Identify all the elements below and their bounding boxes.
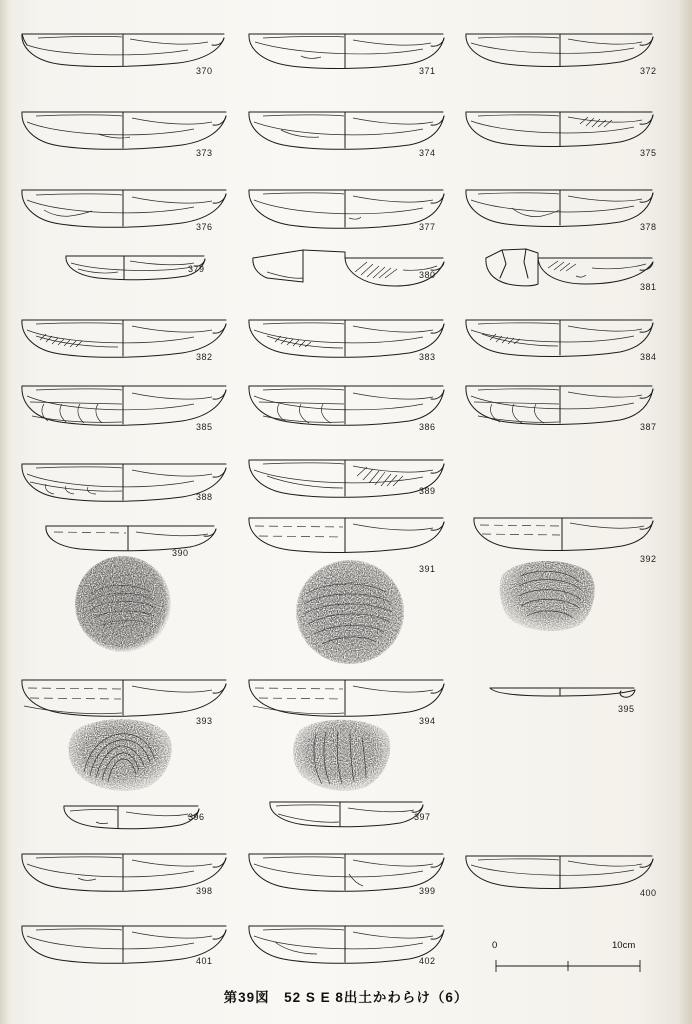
artifact-drawing-374 bbox=[245, 104, 450, 152]
rubbing-image-391 bbox=[288, 554, 412, 672]
artifact-drawing-375 bbox=[462, 104, 660, 150]
artifact-number: 382 bbox=[196, 352, 213, 362]
artifact-number: 375 bbox=[640, 148, 657, 158]
artifact-number: 388 bbox=[196, 492, 213, 502]
artifact-number: 400 bbox=[640, 888, 657, 898]
artifact-number: 386 bbox=[419, 422, 436, 432]
artifact-drawing-379 bbox=[58, 246, 208, 284]
artifact-number: 392 bbox=[640, 554, 657, 564]
artifact-number: 393 bbox=[196, 716, 213, 726]
artifact-drawing-397 bbox=[262, 794, 432, 830]
artifact-number: 402 bbox=[419, 956, 436, 966]
artifact-drawing-392 bbox=[470, 510, 660, 554]
page-edge-shadow-right bbox=[678, 0, 692, 1024]
figure-caption: 第39図 52 S E 8出土かわらけ（6） bbox=[223, 990, 469, 1005]
page-edge-shadow-left bbox=[0, 0, 10, 1024]
artifact-number: 394 bbox=[419, 716, 436, 726]
artifact-number: 373 bbox=[196, 148, 213, 158]
scale-left-label: 0 bbox=[492, 940, 498, 951]
artifact-drawing-373 bbox=[18, 104, 230, 152]
artifact-number: 376 bbox=[196, 222, 213, 232]
artifact-number: 389 bbox=[419, 486, 436, 496]
artifact-number: 378 bbox=[640, 222, 657, 232]
artifact-drawing-400 bbox=[462, 848, 660, 892]
artifact-drawing-370 bbox=[18, 26, 228, 70]
artifact-drawing-390 bbox=[40, 518, 220, 554]
artifact-number: 401 bbox=[196, 956, 213, 966]
artifact-number: 387 bbox=[640, 422, 657, 432]
artifact-number: 374 bbox=[419, 148, 436, 158]
artifact-drawing-391 bbox=[245, 510, 450, 554]
artifact-number: 390 bbox=[172, 548, 189, 558]
rubbing-image-390 bbox=[68, 550, 180, 660]
artifact-number: 372 bbox=[640, 66, 657, 76]
artifact-number: 398 bbox=[196, 886, 213, 896]
artifact-drawing-395 bbox=[484, 678, 644, 704]
artifact-number: 397 bbox=[414, 812, 431, 822]
artifact-drawing-384 bbox=[462, 312, 660, 360]
artifact-number: 380 bbox=[419, 270, 436, 280]
scale-bar bbox=[492, 940, 644, 982]
rubbing-image-393 bbox=[62, 712, 182, 796]
scale-right-label: 10cm bbox=[612, 940, 636, 951]
artifact-number: 396 bbox=[188, 812, 205, 822]
rubbing-image-392 bbox=[495, 556, 605, 638]
artifact-drawing-380 bbox=[245, 244, 450, 294]
artifact-number: 377 bbox=[419, 222, 436, 232]
artifact-number: 383 bbox=[419, 352, 436, 362]
artifact-number: 379 bbox=[188, 264, 205, 274]
artifact-drawing-396 bbox=[56, 798, 206, 832]
artifact-number: 395 bbox=[618, 704, 635, 714]
artifact-number: 371 bbox=[419, 66, 436, 76]
artifact-drawing-378 bbox=[462, 182, 660, 230]
artifact-number: 399 bbox=[419, 886, 436, 896]
artifact-number: 381 bbox=[640, 282, 657, 292]
artifact-number: 370 bbox=[196, 66, 213, 76]
rubbing-image-394 bbox=[286, 712, 402, 796]
artifact-drawing-372 bbox=[462, 26, 660, 70]
artifact-drawing-381 bbox=[480, 244, 660, 294]
artifact-drawing-387 bbox=[462, 378, 660, 430]
artifact-number: 385 bbox=[196, 422, 213, 432]
artifact-number: 391 bbox=[419, 564, 436, 574]
artifact-number: 384 bbox=[640, 352, 657, 362]
